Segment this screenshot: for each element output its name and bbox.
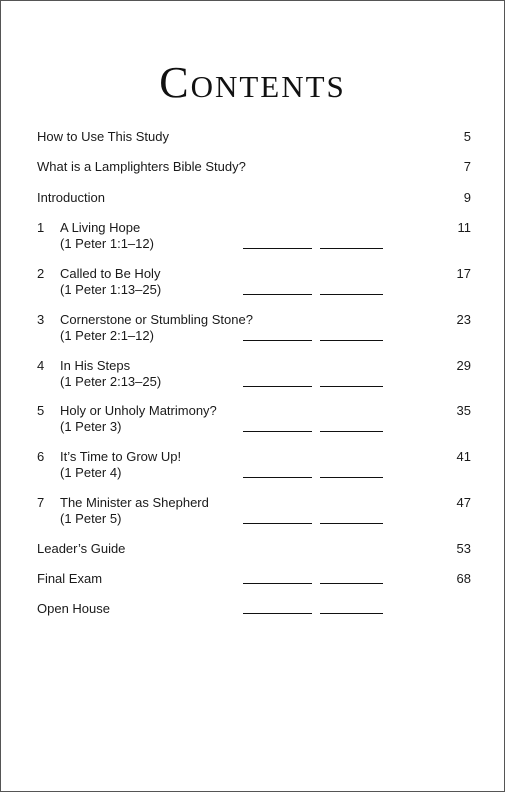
toc-entry-label: Introduction: [37, 190, 105, 205]
lesson-reference: (1 Peter 3): [60, 419, 122, 434]
lesson-page: 11: [457, 220, 471, 235]
date-line: [243, 523, 312, 524]
lesson-page: 35: [456, 403, 471, 418]
date-line: [243, 477, 312, 478]
lesson-reference: (1 Peter 5): [60, 511, 122, 526]
toc-entry-page: 68: [456, 571, 471, 586]
lesson-page: 23: [456, 312, 471, 327]
date-line: [320, 248, 383, 249]
lesson-page: 41: [456, 449, 471, 464]
lesson-reference: (1 Peter 1:1–12): [60, 236, 154, 251]
date-line: [320, 294, 383, 295]
date-line: [243, 386, 312, 387]
lesson-number: 7: [37, 495, 45, 510]
date-line: [243, 431, 312, 432]
lesson-reference: (1 Peter 2:13–25): [60, 374, 162, 389]
lesson-reference: (1 Peter 1:13–25): [60, 282, 162, 297]
date-line: [320, 613, 383, 614]
lesson-title: It’s Time to Grow Up!: [60, 449, 182, 464]
toc-entry-label: What is a Lamplighters Bible Study?: [37, 159, 246, 174]
date-line: [320, 431, 383, 432]
toc-entry-label: Final Exam: [37, 571, 103, 586]
date-line: [320, 583, 383, 584]
lesson-number: 6: [37, 449, 45, 464]
toc-entry-page: 7: [463, 159, 471, 174]
toc-entry-label: Open House: [37, 601, 110, 616]
date-line: [243, 613, 312, 614]
lesson-number: 2: [37, 266, 45, 281]
date-line: [243, 340, 312, 341]
date-line: [320, 523, 383, 524]
page-title: Contents: [159, 58, 346, 107]
lesson-title: Called to Be Holy: [60, 266, 161, 281]
toc-entry-label: How to Use This Study: [37, 129, 169, 144]
date-line: [243, 583, 312, 584]
lesson-page: 17: [456, 266, 471, 281]
lesson-title: Cornerstone or Stumbling Stone?: [60, 312, 253, 327]
lesson-number: 1: [37, 220, 45, 235]
lesson-title: A Living Hope: [60, 220, 141, 235]
toc-entry-page: 9: [463, 190, 471, 205]
date-line: [243, 294, 312, 295]
lesson-page: 47: [456, 495, 471, 510]
lesson-reference: (1 Peter 4): [60, 465, 122, 480]
lesson-number: 4: [37, 358, 45, 373]
lesson-reference: (1 Peter 2:1–12): [60, 328, 154, 343]
toc-entry-page: 5: [463, 129, 471, 144]
date-line: [243, 248, 312, 249]
lesson-page: 29: [456, 358, 471, 373]
toc-entry-page: 53: [456, 541, 471, 556]
lesson-number: 3: [37, 312, 45, 327]
date-line: [320, 477, 383, 478]
lesson-title: Holy or Unholy Matrimony?: [60, 403, 217, 418]
lesson-number: 5: [37, 403, 45, 418]
toc-entry-label: Leader’s Guide: [37, 541, 126, 556]
date-line: [320, 386, 383, 387]
date-line: [320, 340, 383, 341]
lesson-title: In His Steps: [60, 358, 131, 373]
lesson-title: The Minister as Shepherd: [60, 495, 209, 510]
